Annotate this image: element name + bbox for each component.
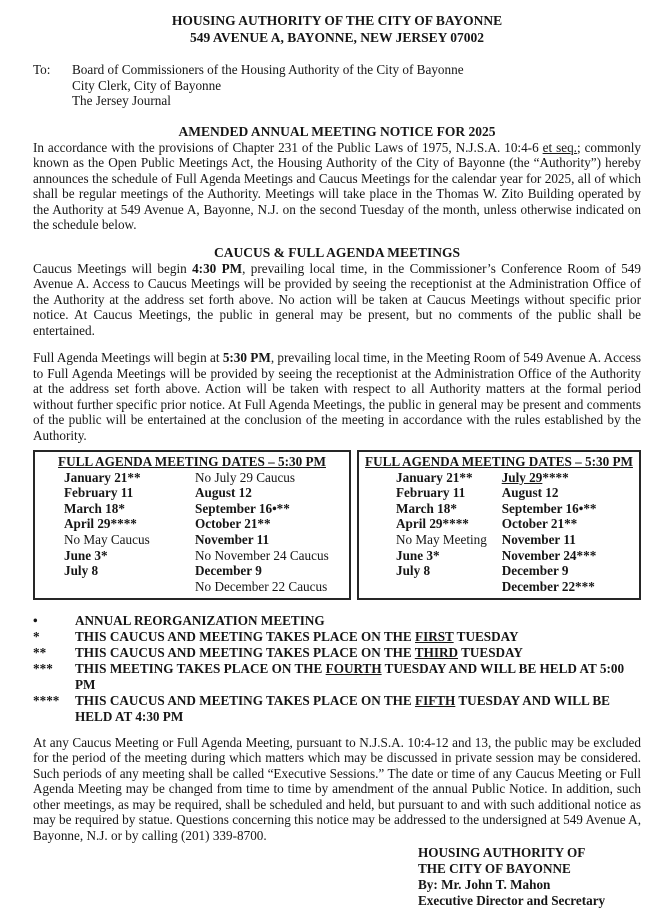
footnote-marker: • (33, 613, 38, 629)
full-agenda-paragraph: Full Agenda Meetings will begin at 5:30 PM, prevailing local time, in the Meeting Room of 549 Avenue A. Access to Full Agenda Meetings will be provided by seeing the receptionist at the Administration Office of the Authority at the address set forth above. Action will be taken with respect to all Authority matters at the formal period without further specific prior notice. At Full Agenda Meetings, the public in general may be present and comments of the public will be entertained at the conclusion of the meeting in accordance with the rules established by the Authority. (33, 350, 641, 443)
meeting-date: March 18* (64, 500, 125, 516)
meeting-dates-box-left (33, 450, 351, 600)
meeting-date: September 16•** (195, 500, 290, 516)
recipient-line: City Clerk, City of Bayonne (72, 77, 222, 93)
footnote-text: THIS CAUCUS AND MEETING TAKES PLACE ON THE FIFTH TUESDAY AND WILL BE HELD AT 4:30 PM (75, 692, 610, 724)
to-label: To: (33, 62, 51, 77)
signature-line: Executive Director and Secretary (418, 892, 606, 908)
box-columns (40, 470, 344, 595)
meeting-dates-boxes (33, 450, 641, 600)
meeting-date: No July 29 Caucus (195, 469, 296, 485)
meeting-date: No May Meeting (396, 531, 487, 547)
footnote-row (33, 645, 641, 661)
org-name: HOUSING AUTHORITY OF THE CITY OF BAYONNE (171, 13, 503, 28)
footnote-row (33, 693, 641, 725)
recipient-line: Board of Commissioners of the Housing Authority of the City of Bayonne (72, 62, 464, 77)
dates-column-2 (502, 470, 634, 595)
meeting-date: November 11 (195, 531, 270, 547)
footnote-row (33, 629, 641, 645)
meeting-date: July 8 (64, 563, 99, 579)
signature-block (418, 845, 641, 908)
to-recipients (72, 62, 464, 109)
meeting-date: July 29**** (501, 469, 569, 485)
meeting-date: July 8 (396, 563, 431, 579)
meeting-date: January 21** (396, 469, 473, 485)
meeting-date: October 21** (501, 516, 578, 532)
notice-title: AMENDED ANNUAL MEETING NOTICE FOR 2025 (178, 123, 496, 139)
to-block (33, 62, 641, 109)
footnote-marker: **** (33, 692, 60, 708)
meeting-date: March 18* (396, 500, 457, 516)
dates-column-1 (364, 470, 502, 595)
dates-column-1 (40, 470, 195, 595)
meeting-dates-box-right (357, 450, 641, 600)
dates-column-2 (195, 470, 344, 595)
footnote-marker: *** (33, 661, 53, 677)
org-address: 549 AVENUE A, BAYONNE, NEW JERSEY 07002 (189, 29, 485, 45)
meeting-date: February 11 (64, 485, 134, 501)
meeting-date: June 3* (64, 547, 108, 563)
meeting-date: December 22*** (501, 578, 595, 594)
footnote-text: ANNUAL REORGANIZATION MEETING (75, 613, 325, 629)
footnote-marker: * (33, 629, 40, 645)
meeting-date: November 24*** (501, 547, 597, 563)
meeting-date: August 12 (195, 485, 252, 501)
meeting-date: September 16•** (501, 500, 597, 516)
meeting-date: August 12 (501, 485, 559, 501)
meeting-date: April 29**** (396, 516, 469, 532)
recipient-line: The Jersey Journal (72, 93, 171, 108)
letterhead (33, 13, 641, 46)
meeting-date: No December 22 Caucus (195, 578, 328, 594)
signature-line: By: Mr. John T. Mahon (418, 876, 551, 892)
section-heading: CAUCUS & FULL AGENDA MEETINGS (213, 244, 461, 260)
meeting-date: No May Caucus (64, 531, 150, 547)
closing-paragraph: At any Caucus Meeting or Full Agenda Meeting, pursuant to N.J.S.A. 10:4-12 and 13, the public may be excluded for the period of the meeting during which matters which may be discussed in private session may be considered. Such periods of any meeting shall be called “Executive Sessions.” The date or time of any Caucus Meeting or Full Agenda Meeting may be changed from time to time by amendment of the annual Public Notice. In addition, such other meetings, as may be required, shall be scheduled and held, but pursuant to and with such additional notice as may be required by statue. Questions concerning this notice may be addressed to the undersigned at 549 Avenue A, Bayonne, N.J. or by calling (201) 339-8700. (33, 734, 641, 843)
footnote-text: THIS CAUCUS AND MEETING TAKES PLACE ON THE THIRD TUESDAY (75, 645, 523, 661)
meeting-date: December 9 (501, 563, 569, 579)
box-title: FULL AGENDA MEETING DATES – 5:30 PM (365, 454, 633, 469)
meeting-date: June 3* (396, 547, 440, 563)
box-columns (364, 470, 634, 595)
signature-line: HOUSING AUTHORITY OF (418, 845, 586, 861)
meeting-date: January 21** (64, 469, 141, 485)
meeting-date: April 29**** (64, 516, 137, 532)
caucus-paragraph: Caucus Meetings will begin 4:30 PM, prevailing local time, in the Commissioner’s Conference Room of 549 Avenue A. Access to Caucus Meetings will be provided by seeing the receptionist at the Administration Office of the Authority at the address set forth above. No action will be taken at Caucus Meetings without specific prior notice. At Caucus Meetings, the public in general may be present, but no comments of the public shall be entertained. (33, 260, 641, 338)
footnote-text: THIS CAUCUS AND MEETING TAKES PLACE ON THE FIRST TUESDAY (75, 629, 519, 645)
footnote-row (33, 661, 641, 693)
meeting-date: December 9 (195, 563, 262, 579)
intro-paragraph: In accordance with the provisions of Chapter 231 of the Public Laws of 1975, N.J.S.A. 10:4-6 et seq.; commonly known as the Open Public Meetings Act, the Housing Authority of the City of Bayonne (the “Authority”) hereby announces the schedule of Full Agenda Meetings and Caucus Meetings for the calendar year for 2025, all of which shall be regular meetings of the Authority. Meetings will take place in the Thomas W. Zito Building operated by the Authority at 549 Avenue A, Bayonne, N.J. on the second Tuesday of the month, unless otherwise indicated on the schedule below. (33, 139, 641, 232)
footnote-text: THIS MEETING TAKES PLACE ON THE FOURTH TUESDAY AND WILL BE HELD AT 5:00 PM (75, 661, 625, 692)
footnotes-list (33, 613, 641, 724)
signature-line: THE CITY OF BAYONNE (418, 860, 571, 876)
box-title: FULL AGENDA MEETING DATES – 5:30 PM (58, 454, 326, 469)
footnote-row (33, 613, 641, 629)
meeting-date: October 21** (195, 516, 271, 532)
meeting-date: February 11 (396, 485, 466, 501)
meeting-date: November 11 (501, 531, 576, 547)
footnote-marker: ** (33, 645, 47, 661)
meeting-date: No November 24 Caucus (195, 547, 329, 563)
